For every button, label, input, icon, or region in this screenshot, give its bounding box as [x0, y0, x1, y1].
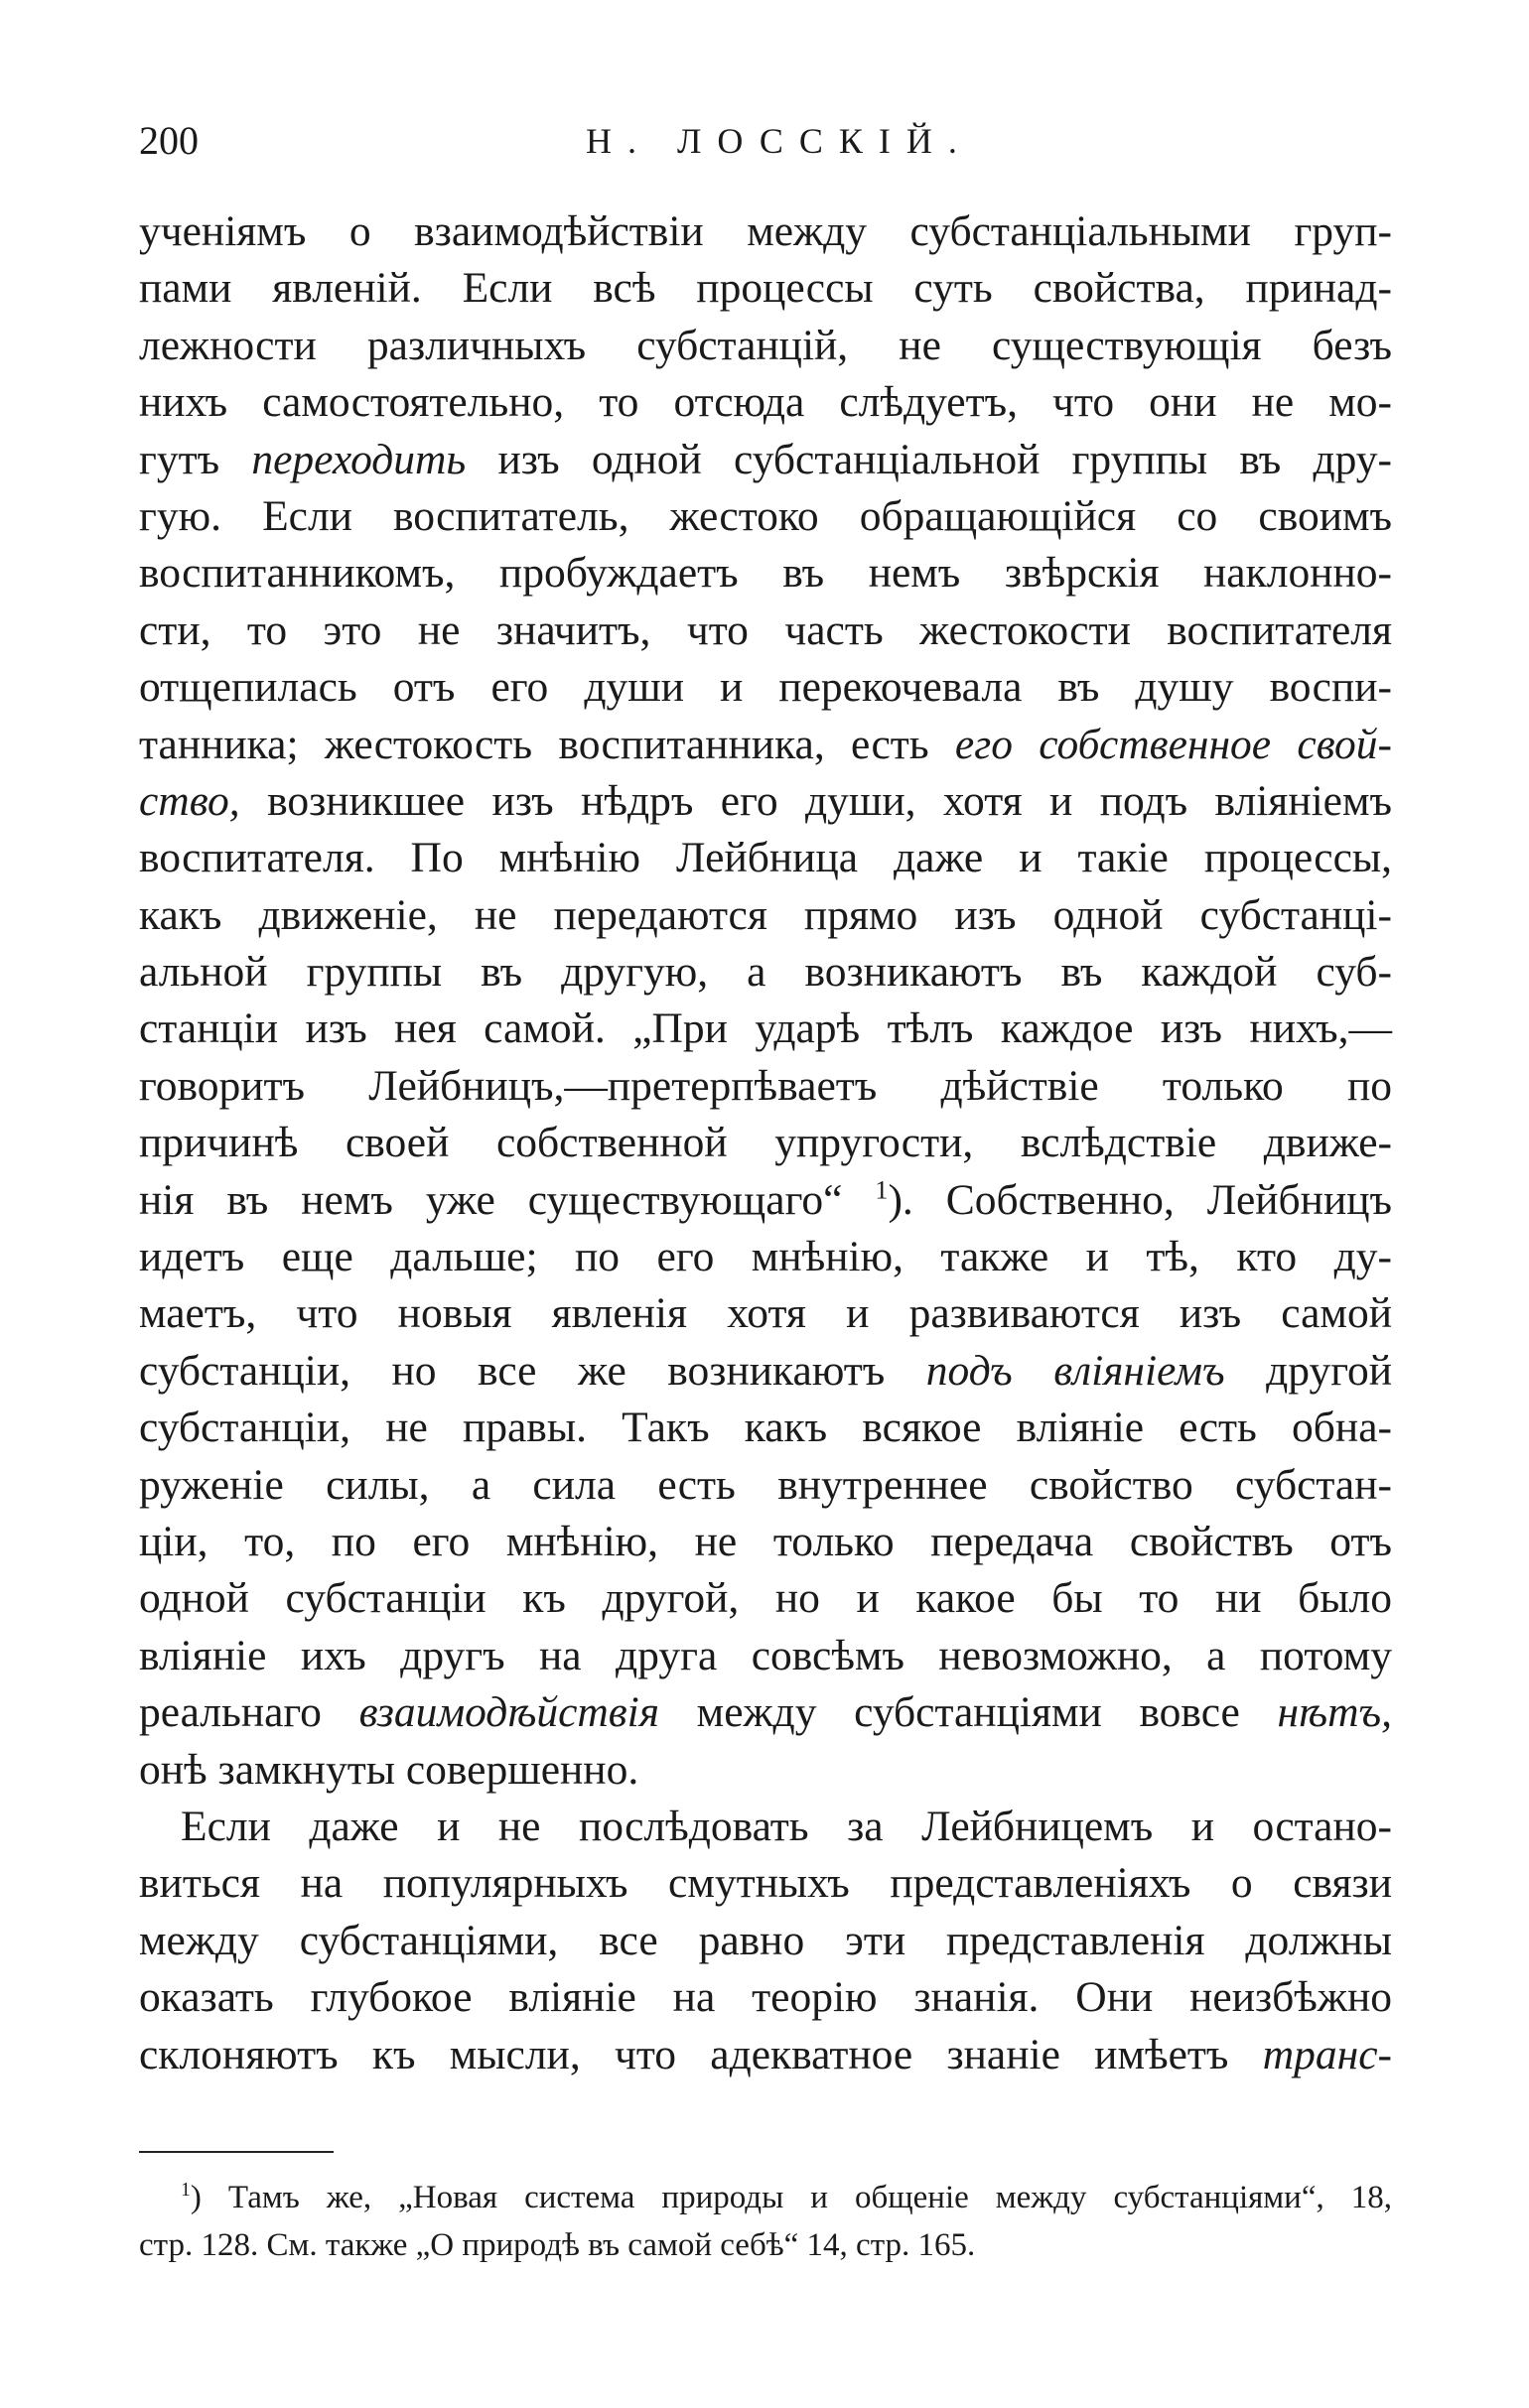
- text-run: возникшее изъ нѣдръ его души, хотя и подъ вліяніемъ: [267, 776, 1393, 825]
- page-number: 200: [139, 118, 199, 163]
- text-line: сти, то это не значитъ, что часть жестокости воспитателя: [139, 605, 1392, 654]
- text-line: [139, 1343, 1392, 1400]
- text-run: ) Тамъ же, „Новая система природы и общеніе между субстанціями“, 18,: [190, 2180, 1392, 2215]
- text-line: воспитанникомъ, пробуждаетъ въ немъ звѣрскія наклонно-: [139, 549, 1392, 598]
- text-line: идетъ еще дальше; по его мнѣнію, также и тѣ, кто ду-: [139, 1233, 1392, 1281]
- main-text: [139, 203, 1392, 2083]
- text-line: онѣ замкнуты совершенно.: [139, 1745, 639, 1794]
- italic-run: подъ вліяніемъ: [925, 1346, 1225, 1395]
- text-line: [139, 2027, 1392, 2083]
- text-line: [139, 1684, 1392, 1741]
- italic-run: нѣтъ,: [1277, 1688, 1393, 1737]
- footnotes: [139, 2174, 1392, 2269]
- text-line: отщепилась отъ его души и перекочевала въ душу воспи-: [139, 663, 1392, 712]
- text-line: воспитателя. По мнѣнію Лейбница даже и такіе процессы,: [139, 834, 1392, 882]
- text-line: [139, 773, 1392, 830]
- footnote-ref: [875, 1176, 1392, 1224]
- italic-run: переходить: [251, 435, 467, 483]
- text-line: вліяніе ихъ другъ на друга совсѣмъ невозможно, а потому: [139, 1631, 1392, 1679]
- text-line: лежности различныхъ субстанцій, не существующія безъ: [139, 321, 1392, 369]
- text-run: субстанціи, но все же возникаютъ: [139, 1346, 886, 1395]
- footnote-line: [139, 2174, 1392, 2221]
- text-line: маетъ, что новыя явленія хотя и развиваются изъ самой: [139, 1289, 1392, 1338]
- text-line: ученіямъ о взаимодѣйствіи между субстанціальными груп-: [139, 207, 1392, 255]
- text-line: какъ движеніе, не передаются прямо изъ одной субстанці-: [139, 890, 1392, 939]
- text-line: причинѣ своей собственной упругости, вслѣдствіе движе-: [139, 1119, 1392, 1167]
- text-line: Если даже и не послѣдовать за Лейбницемъ и остано-: [181, 1802, 1392, 1850]
- text-line: нихъ самостоятельно, то отсюда слѣдуетъ, что они не мо-: [139, 378, 1392, 427]
- text-line: руженіе силы, а сила есть внутреннее свойство субстан-: [139, 1460, 1392, 1509]
- footnote-line: стр. 128. См. также „О природѣ въ самой себѣ“ 14, стр. 165.: [139, 2227, 976, 2263]
- footnote-divider: [139, 2151, 334, 2153]
- footnote-ref-number: 1: [875, 1175, 889, 1205]
- footnote-marker: 1: [181, 2179, 191, 2201]
- italic-run: ство,: [139, 776, 240, 825]
- text-run: танника; жестокость воспитанника, есть: [139, 720, 929, 768]
- text-line: гую. Если воспитатель, жестоко обращающійся со своимъ: [139, 491, 1392, 540]
- italic-run: транс-: [1262, 2030, 1392, 2078]
- text-run: склоняютъ къ мысли, что адекватное знаніе имѣетъ: [139, 2030, 1229, 2078]
- text-run: изъ одной субстанціальной группы въ дру-: [497, 435, 1393, 483]
- text-line: [139, 717, 1392, 773]
- page-header: [139, 111, 1380, 171]
- text-line: ціи, то, по его мнѣнію, не только передача свойствъ отъ: [139, 1517, 1392, 1565]
- text-line: альной группы въ другую, а возникаютъ въ каждой суб-: [139, 948, 1392, 997]
- text-line: [139, 1172, 1392, 1229]
- text-line: между субстанціями, все равно эти представленія должны: [139, 1916, 1392, 1964]
- text-line: субстанціи, не правы. Такъ какъ всякое вліяніе есть обна-: [139, 1404, 1392, 1452]
- text-run: реальнаго: [139, 1688, 322, 1737]
- text-run: между субстанціями вовсе: [696, 1688, 1240, 1737]
- text-line: одной субстанціи къ другой, но и какое бы то ни было: [139, 1574, 1392, 1623]
- italic-run: его собственное свой-: [954, 720, 1393, 768]
- text-line: [139, 432, 1392, 488]
- text-line: пами явленій. Если всѣ процессы суть свойства, принад-: [139, 264, 1392, 313]
- text-line: станціи изъ нея самой. „При ударѣ тѣлъ каждое изъ нихъ,—: [139, 1004, 1392, 1053]
- italic-run: взаимодѣйствія: [358, 1688, 659, 1737]
- text-line: оказать глубокое вліяніе на теорію знанія. Они неизбѣжно: [139, 1973, 1392, 2022]
- text-line: виться на популярныхъ смутныхъ представленіяхъ о связи: [139, 1859, 1392, 1908]
- text-run: ). Собственно, Лейбницъ: [888, 1175, 1392, 1224]
- text-run: гутъ: [139, 435, 220, 483]
- text-run: нія въ немъ уже существующаго“: [139, 1175, 843, 1224]
- text-run: другой: [1266, 1346, 1392, 1395]
- text-line: говоритъ Лейбницъ,—претерпѣваетъ дѣйствіе только по: [139, 1061, 1392, 1110]
- running-head: Н. ЛОССКІЙ.: [586, 121, 973, 161]
